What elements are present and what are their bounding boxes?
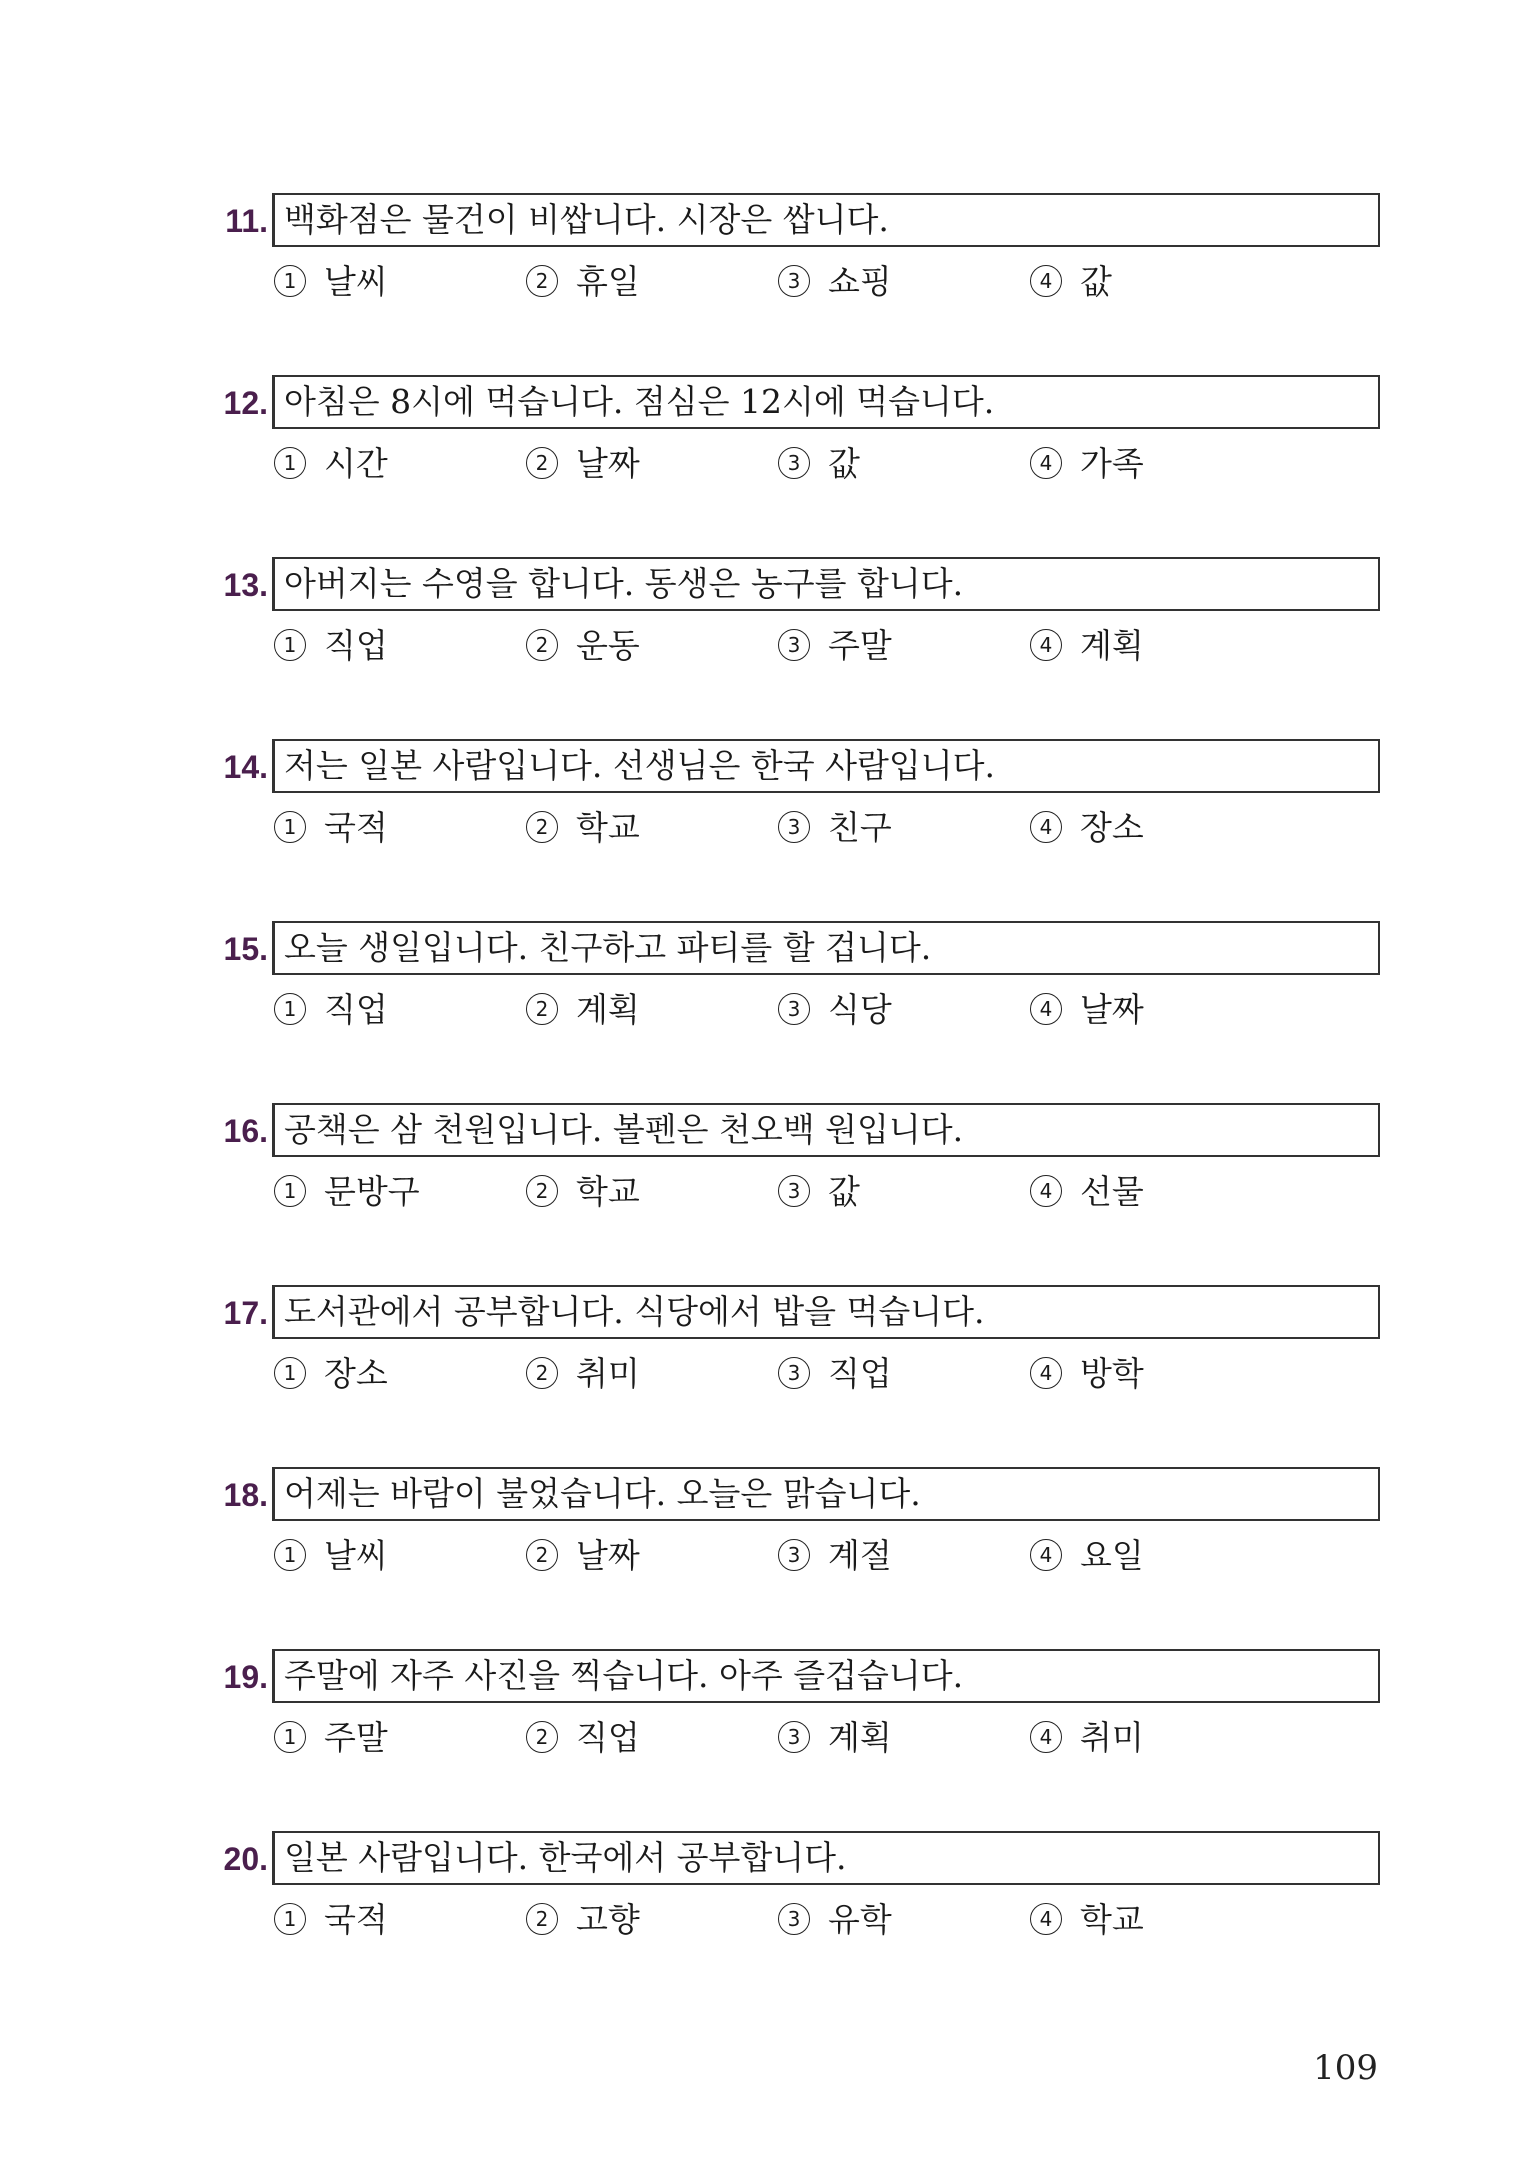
option-text: 운동 [576,626,640,665]
answer-option-1[interactable] [274,1531,388,1581]
option-text: 학교 [576,808,640,847]
answer-option-4[interactable] [1030,1349,1144,1399]
option-text: 날씨 [324,1536,388,1575]
circled-number-icon: 1 [274,1903,306,1935]
option-text: 요일 [1080,1536,1144,1575]
circled-number-icon: 3 [778,1721,810,1753]
circled-number-icon: 2 [526,1721,558,1753]
option-text: 계획 [828,1718,892,1757]
question-14 [0,739,1540,879]
question-20 [0,1831,1540,1971]
circled-number-icon: 2 [526,1175,558,1207]
question-number: 11. [225,203,268,239]
option-text: 계획 [576,990,640,1029]
option-text: 유학 [828,1900,892,1939]
answer-option-2[interactable] [526,1895,640,1945]
answer-option-2[interactable] [526,621,640,671]
option-text: 날짜 [1080,990,1144,1029]
question-12 [0,375,1540,515]
circled-number-icon: 3 [778,811,810,843]
circled-number-icon: 2 [526,811,558,843]
option-text: 날짜 [576,444,640,483]
option-text: 직업 [324,626,388,665]
question-prompt-box: 도서관에서 공부합니다. 식당에서 밥을 먹습니다. [272,1285,1380,1339]
answer-option-1[interactable] [274,257,388,307]
option-text: 주말 [828,626,892,665]
circled-number-icon: 1 [274,1721,306,1753]
circled-number-icon: 3 [778,265,810,297]
question-11 [0,193,1540,333]
answer-option-1[interactable] [274,1713,388,1763]
option-text: 가족 [1080,444,1144,483]
option-text: 문방구 [324,1172,420,1211]
circled-number-icon: 2 [526,993,558,1025]
answer-option-1[interactable] [274,439,388,489]
option-text: 선물 [1080,1172,1144,1211]
option-text: 국적 [324,808,388,847]
question-number: 13. [223,567,268,603]
question-number: 12. [223,385,268,421]
circled-number-icon: 4 [1030,1175,1062,1207]
answer-option-3[interactable] [778,803,892,853]
option-text: 취미 [576,1354,640,1393]
question-prompt-box: 일본 사람입니다. 한국에서 공부합니다. [272,1831,1380,1885]
question-18 [0,1467,1540,1607]
option-text: 날짜 [576,1536,640,1575]
option-text: 값 [828,444,860,483]
option-text: 장소 [324,1354,388,1393]
question-13 [0,557,1540,697]
circled-number-icon: 4 [1030,1903,1062,1935]
question-19 [0,1649,1540,1789]
option-text: 국적 [324,1900,388,1939]
option-text: 값 [828,1172,860,1211]
question-number: 20. [223,1841,268,1877]
question-number: 14. [223,749,268,785]
circled-number-icon: 1 [274,447,306,479]
circled-number-icon: 4 [1030,1357,1062,1389]
option-text: 직업 [576,1718,640,1757]
question-15 [0,921,1540,1061]
answer-option-3[interactable] [778,1531,892,1581]
option-text: 날씨 [324,262,388,301]
circled-number-icon: 4 [1030,629,1062,661]
circled-number-icon: 3 [778,629,810,661]
circled-number-icon: 4 [1030,265,1062,297]
answer-option-2[interactable] [526,1349,640,1399]
answer-option-1[interactable] [274,621,388,671]
page-number: 109 [1313,2048,1378,2088]
option-text: 계절 [828,1536,892,1575]
question-number: 18. [223,1477,268,1513]
circled-number-icon: 1 [274,993,306,1025]
answer-option-3[interactable] [778,1713,892,1763]
answer-option-1[interactable] [274,1349,388,1399]
answer-option-2[interactable] [526,1167,640,1217]
option-text: 장소 [1080,808,1144,847]
circled-number-icon: 3 [778,447,810,479]
answer-option-3[interactable] [778,1895,892,1945]
question-17 [0,1285,1540,1425]
option-text: 쇼핑 [828,262,892,301]
circled-number-icon: 1 [274,811,306,843]
answer-option-4[interactable] [1030,985,1144,1035]
circled-number-icon: 2 [526,629,558,661]
circled-number-icon: 3 [778,1539,810,1571]
option-text: 학교 [576,1172,640,1211]
circled-number-icon: 1 [274,629,306,661]
option-text: 고향 [576,1900,640,1939]
answer-option-2[interactable] [526,1713,640,1763]
answer-option-4[interactable] [1030,1167,1144,1217]
answer-option-4[interactable] [1030,1895,1144,1945]
option-text: 값 [1080,262,1112,301]
answer-option-3[interactable] [778,621,892,671]
answer-option-4[interactable] [1030,621,1144,671]
answer-option-3[interactable] [778,439,860,489]
answer-option-3[interactable] [778,1349,892,1399]
question-16 [0,1103,1540,1243]
circled-number-icon: 3 [778,1357,810,1389]
question-number: 19. [223,1659,268,1695]
question-prompt-box: 아침은 8시에 먹습니다. 점심은 12시에 먹습니다. [272,375,1380,429]
option-text: 학교 [1080,1900,1144,1939]
option-text: 방학 [1080,1354,1144,1393]
question-prompt-box: 백화점은 물건이 비쌉니다. 시장은 쌉니다. [272,193,1380,247]
circled-number-icon: 4 [1030,1539,1062,1571]
circled-number-icon: 2 [526,265,558,297]
option-text: 직업 [324,990,388,1029]
question-prompt-box: 어제는 바람이 불었습니다. 오늘은 맑습니다. [272,1467,1380,1521]
circled-number-icon: 2 [526,1357,558,1389]
answer-option-1[interactable] [274,1895,388,1945]
question-prompt-box: 공책은 삼 천원입니다. 볼펜은 천오백 원입니다. [272,1103,1380,1157]
circled-number-icon: 1 [274,1357,306,1389]
answer-option-2[interactable] [526,1531,640,1581]
option-text: 식당 [828,990,892,1029]
answer-option-4[interactable] [1030,1713,1144,1763]
answer-option-2[interactable] [526,803,640,853]
answer-option-2[interactable] [526,439,640,489]
answer-option-4[interactable] [1030,803,1144,853]
circled-number-icon: 1 [274,1539,306,1571]
circled-number-icon: 2 [526,1539,558,1571]
circled-number-icon: 4 [1030,993,1062,1025]
answer-option-2[interactable] [526,985,640,1035]
answer-option-4[interactable] [1030,439,1144,489]
question-prompt-box: 아버지는 수영을 합니다. 동생은 농구를 합니다. [272,557,1380,611]
answer-option-3[interactable] [778,985,892,1035]
option-text: 친구 [828,808,892,847]
question-number: 16. [223,1113,268,1149]
answer-option-4[interactable] [1030,257,1112,307]
answer-option-2[interactable] [526,257,640,307]
question-number: 17. [223,1295,268,1331]
option-text: 계획 [1080,626,1144,665]
question-prompt-box: 주말에 자주 사진을 찍습니다. 아주 즐겁습니다. [272,1649,1380,1703]
question-prompt-box: 오늘 생일입니다. 친구하고 파티를 할 겁니다. [272,921,1380,975]
question-number: 15. [223,931,268,967]
answer-option-4[interactable] [1030,1531,1144,1581]
option-text: 직업 [828,1354,892,1393]
option-text: 시간 [324,444,388,483]
option-text: 주말 [324,1718,388,1757]
question-prompt-box: 저는 일본 사람입니다. 선생님은 한국 사람입니다. [272,739,1380,793]
answer-option-1[interactable] [274,803,388,853]
circled-number-icon: 4 [1030,811,1062,843]
answer-option-3[interactable] [778,257,892,307]
circled-number-icon: 4 [1030,1721,1062,1753]
circled-number-icon: 1 [274,265,306,297]
circled-number-icon: 3 [778,1903,810,1935]
circled-number-icon: 2 [526,447,558,479]
option-text: 휴일 [576,262,640,301]
answer-option-1[interactable] [274,1167,420,1217]
circled-number-icon: 2 [526,1903,558,1935]
circled-number-icon: 1 [274,1175,306,1207]
circled-number-icon: 4 [1030,447,1062,479]
circled-number-icon: 3 [778,1175,810,1207]
circled-number-icon: 3 [778,993,810,1025]
answer-option-3[interactable] [778,1167,860,1217]
option-text: 취미 [1080,1718,1144,1757]
answer-option-1[interactable] [274,985,388,1035]
